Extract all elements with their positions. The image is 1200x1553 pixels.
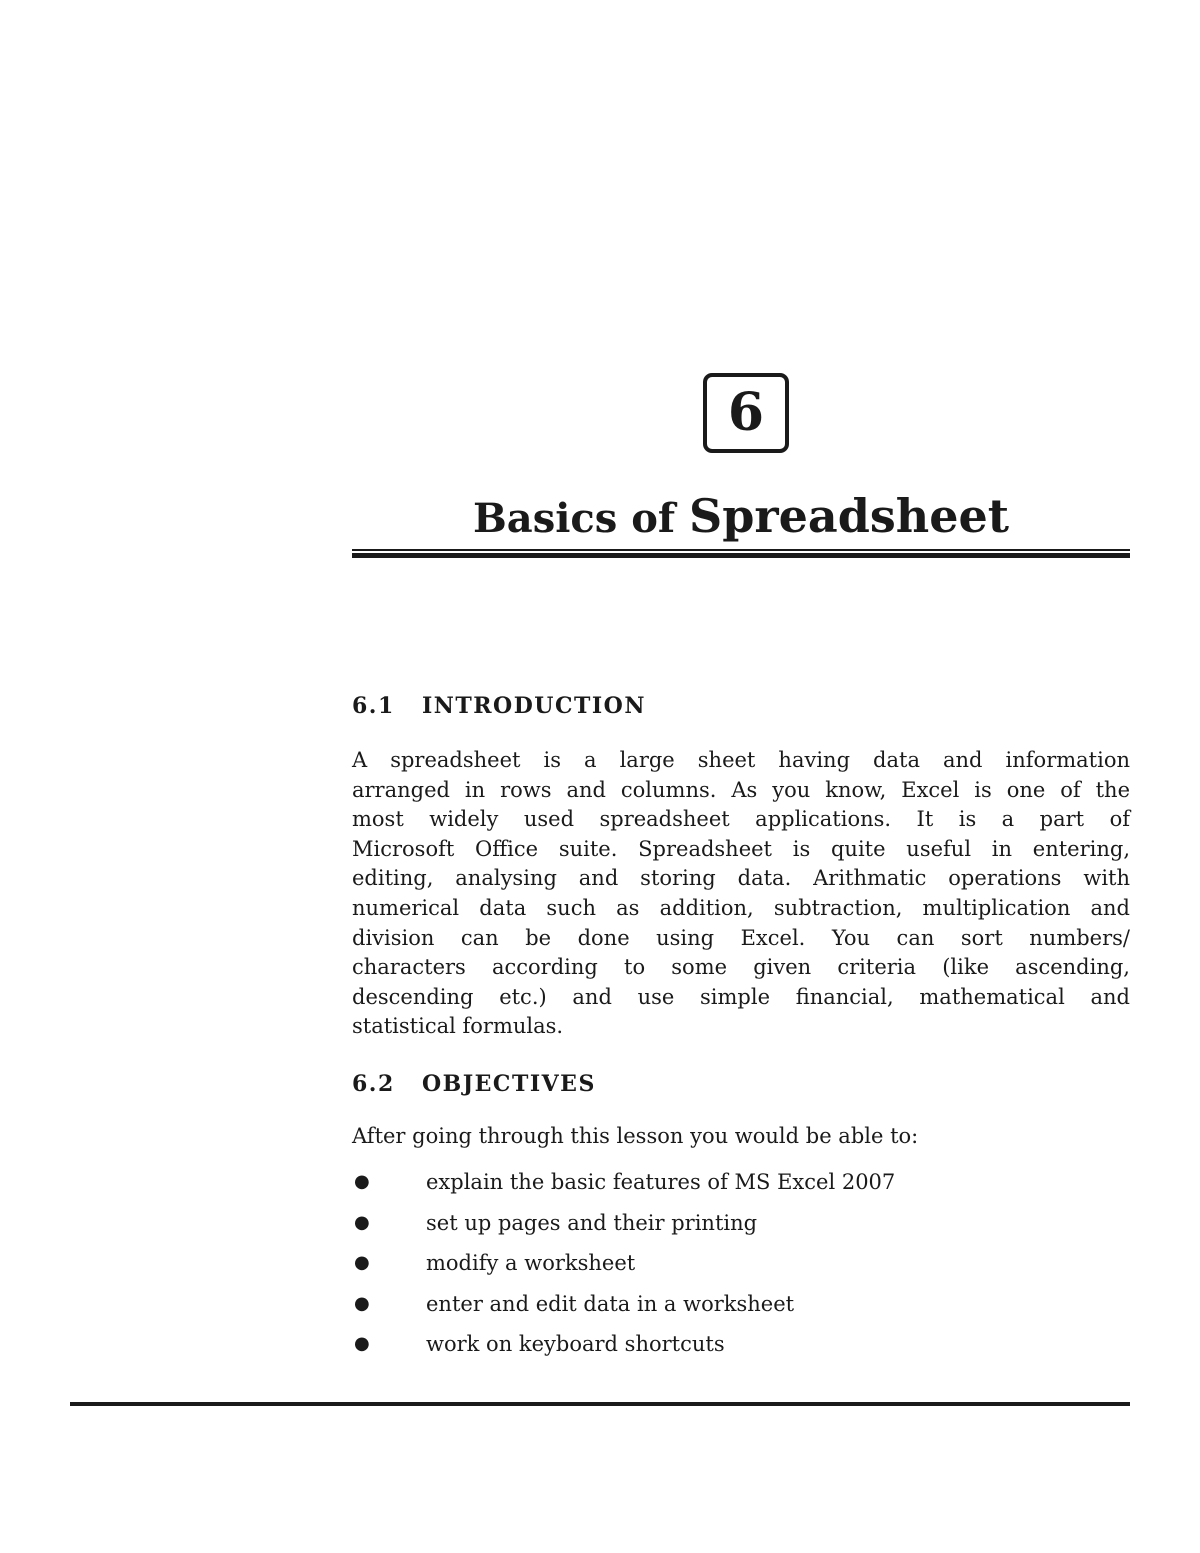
paragraph-line: A spreadsheet is a large sheet having data and information — [352, 748, 1130, 772]
list-item-text: explain the basic features of MS Excel 2007 — [426, 1170, 896, 1194]
section-title: INTRODUCTION — [422, 693, 646, 719]
section-heading-objectives — [352, 1071, 596, 1097]
chapter-number: 6 — [727, 382, 765, 443]
title-rule-thin — [352, 549, 1130, 551]
paragraph-line: statistical formulas. — [352, 1014, 564, 1039]
paragraph-line: division can be done using Excel. You can sort numbers/ — [352, 925, 1130, 950]
list-item-text: set up pages and their printing — [426, 1210, 758, 1235]
list-item — [352, 1166, 1130, 1207]
section-number: 6.1 — [352, 693, 395, 719]
paragraph-line: editing, analysing and storing data. Arithmatic operations with — [352, 866, 1130, 891]
bullet-icon: ● — [354, 1211, 370, 1233]
list-item — [352, 1247, 1130, 1288]
list-item — [352, 1328, 1130, 1369]
list-item — [352, 1288, 1130, 1329]
section-heading-introduction — [352, 693, 646, 719]
section-title: OBJECTIVES — [422, 1071, 596, 1097]
paragraph-line: most widely used spreadsheet applications. It is a part of — [352, 807, 1130, 832]
list-item — [352, 1207, 1130, 1248]
chapter-title-part1: Basics of — [472, 495, 690, 542]
list-item-text: work on keyboard shortcuts — [426, 1332, 725, 1356]
paragraph-line: descending etc.) and use simple financial, mathematical and — [352, 984, 1130, 1009]
bullet-icon: ● — [354, 1333, 370, 1354]
objectives-list — [352, 1166, 1130, 1369]
bullet-icon: ● — [354, 1252, 370, 1273]
list-item-text: modify a worksheet — [426, 1251, 636, 1275]
chapter-title — [352, 490, 1130, 545]
objectives-lead-in: After going through this lesson you would be able to: — [352, 1124, 919, 1148]
footer-rule — [70, 1402, 1130, 1406]
chapter-number-box — [703, 373, 789, 453]
bullet-icon: ● — [354, 1171, 370, 1192]
list-item-text: enter and edit data in a worksheet — [426, 1291, 795, 1316]
paragraph-line: arranged in rows and columns. As you know, Excel is one of the — [352, 777, 1130, 802]
paragraph-line: Microsoft Office suite. Spreadsheet is quite useful in entering, — [352, 836, 1130, 861]
paragraph-line: numerical data such as addition, subtraction, multiplication and — [352, 895, 1130, 920]
title-rule-thick — [352, 553, 1130, 558]
chapter-title-part2: Spreadsheet — [689, 489, 1010, 543]
introduction-paragraph — [352, 746, 1130, 1042]
bullet-icon: ● — [354, 1292, 370, 1314]
section-number: 6.2 — [352, 1071, 395, 1097]
paragraph-line: characters according to some given criteria (like ascending, — [352, 955, 1130, 980]
